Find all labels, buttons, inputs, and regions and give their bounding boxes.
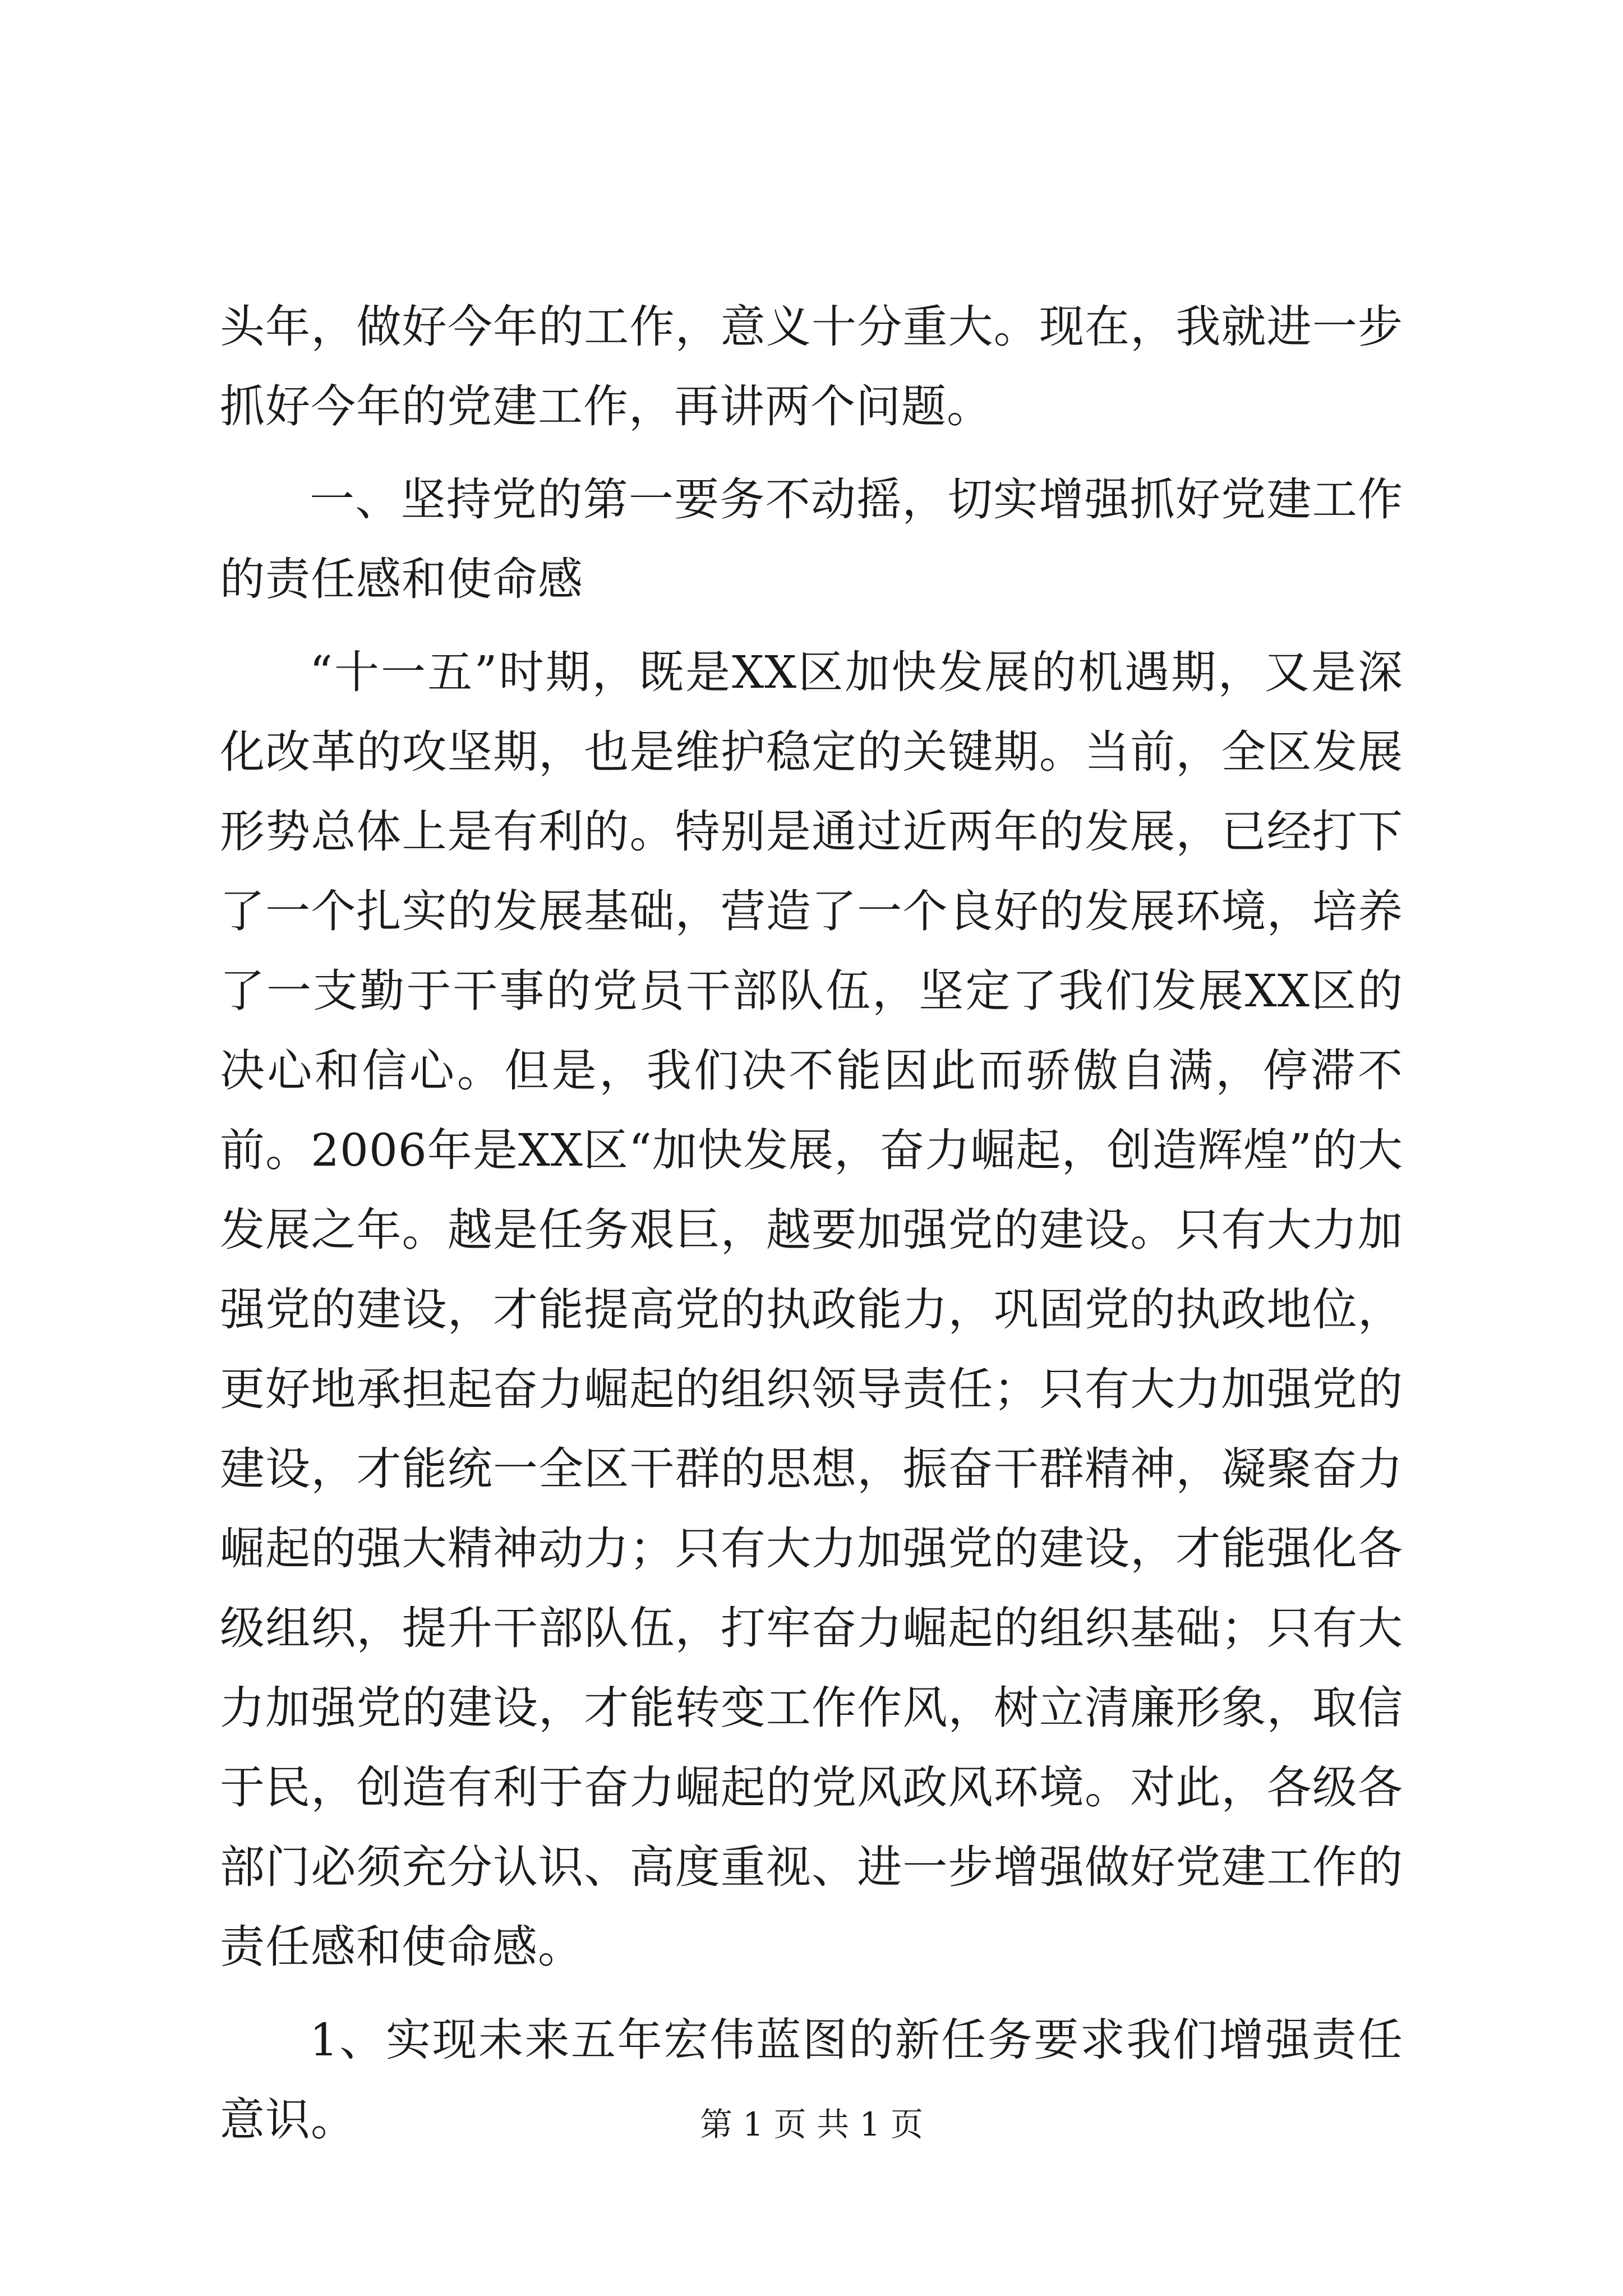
page-footer: 第 1 页 共 1 页 [700,2105,923,2143]
subsection-heading: 1、实现未来五年宏伟蓝图的新任务要求我们增强责任意识。 [220,2014,1403,2146]
section-heading: 一、坚持党的第一要务不动摇，切实增强抓好党建工作的责任感和使命感 [220,473,1403,605]
paragraph-continuation: 头年，做好今年的工作，意义十分重大。现在，我就进一步抓好今年的党建工作，再讲两个问题。 [220,301,1403,432]
document-body [220,287,1403,2160]
paragraph-main: “十一五”时期，既是XX区加快发展的机遇期，又是深化改革的攻坚期，也是维护稳定的关键期。当前，全区发展形势总体上是有利的。特别是通过近两年的发展，已经打下了一个扎实的发展基础，营造了一个良好的发展环境，培养了一支勤于干事的党员干部队伍，坚定了我们发展XX区的决心和信心。但是，我们决不能因此而骄傲自满，停滞不前。2006年是XX区“加快发展，奋力崛起，创造辉煌”的大发展之年。越是任务艰巨，越要加强党的建设。只有大力加强党的建设，才能提高党的执政能力，巩固党的执政地位，更好地承担起奋力崛起的组织领导责任；只有大力加强党的建设，才能统一全区干群的思想，振奋干群精神，凝聚奋力崛起的强大精神动力；只有大力加强党的建设，才能强化各级组织，提升干部队伍，打牢奋力崛起的组织基础；只有大力加强党的建设，才能转变工作作风，树立清廉形象，取信于民，创造有利于奋力崛起的党风政风环境。对此，各级各部门必须充分认识、高度重视、进一步增强做好党建工作的责任感和使命感。 [220,646,1403,1973]
